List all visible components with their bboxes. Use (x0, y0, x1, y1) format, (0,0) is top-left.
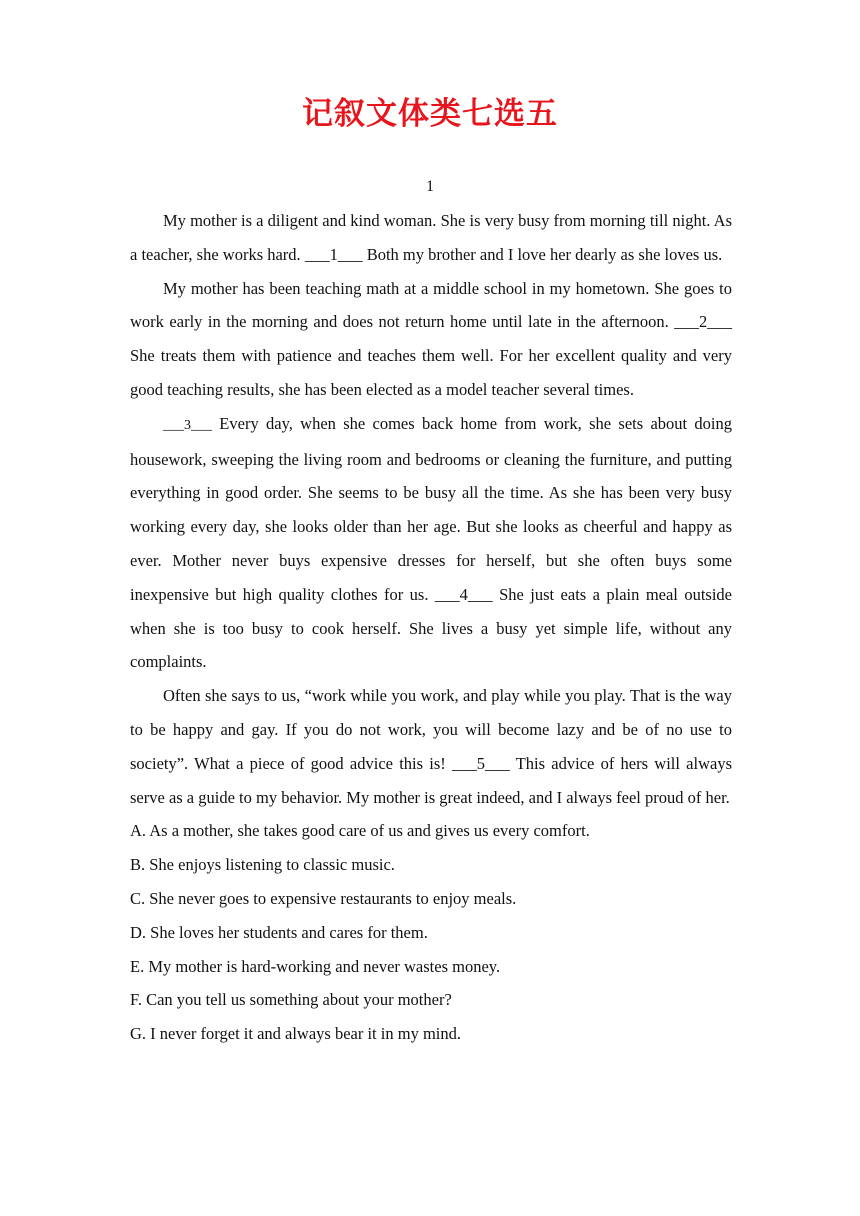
option-b: B. She enjoys listening to classic music. (130, 855, 395, 875)
paragraph-text: Often she says to us, “work while you work, and play while you play. That is the way to be happy and gay. If you do not work, you will become lazy and be of no use to society”. What a piece of good advice this is! (130, 686, 732, 773)
paragraph-1 (130, 204, 732, 272)
document-title: 记叙文体类七选五 (302, 96, 558, 132)
blank-4: ___4___ (434, 584, 493, 604)
paragraph-text: This advice of hers will always serve as a guide to my behavior. My mother is great indeed, and I always feel proud of her. (130, 753, 732, 807)
passage-body (130, 204, 732, 1051)
blank-2: ___2___ (674, 312, 732, 332)
paragraph-text: Every day, when she comes back home from work, she sets about doing housework, sweeping the living room and bedrooms or cleaning the furniture, and putting everything in good order. She seems to be busy all the time. As she has been very busy working every day, she looks older than her age. But she looks as cheerful and happy as ever. Mother never buys expensive dresses for herself, but she often buys some inexpensive but high quality clothes for us. (130, 413, 732, 604)
blank-1: ___1___ (304, 244, 363, 264)
paragraph-text: My mother has been teaching math at a middle school in my hometown. She goes to work early in the morning and does not return home until late in the afternoon. (130, 278, 732, 332)
option-g: G. I never forget it and always bear it in my mind. (130, 1024, 461, 1044)
paragraph-3 (130, 407, 732, 679)
option-a: A. As a mother, she takes good care of us and gives us every comfort. (130, 821, 590, 841)
paragraph-2 (130, 272, 732, 407)
option-f: F. Can you tell us something about your mother? (130, 990, 452, 1010)
paragraph-4 (130, 679, 732, 814)
option-d: D. She loves her students and cares for them. (130, 922, 428, 942)
paragraph-text: She treats them with patience and teaches them well. For her excellent quality and very good teaching results, she has been elected as a model teacher several times. (130, 346, 732, 399)
paragraph-text: Both my brother and I love her dearly as she loves us. (362, 244, 723, 264)
answer-options (130, 814, 732, 1051)
blank-5: ___5___ (452, 753, 510, 773)
blank-3: ___3___ (163, 417, 212, 433)
paragraph-text: She just eats a plain meal outside when she is too busy to cook herself. She lives a busy yet simple life, without any complaints. (130, 584, 732, 672)
option-c: C. She never goes to expensive restaurants to enjoy meals. (130, 888, 517, 908)
passage-number: 1 (426, 178, 434, 195)
paragraph-text: My mother is a diligent and kind woman. She is very busy from morning till night. As a teacher, she works hard. (130, 211, 732, 264)
option-e: E. My mother is hard-working and never wastes money. (130, 956, 501, 976)
